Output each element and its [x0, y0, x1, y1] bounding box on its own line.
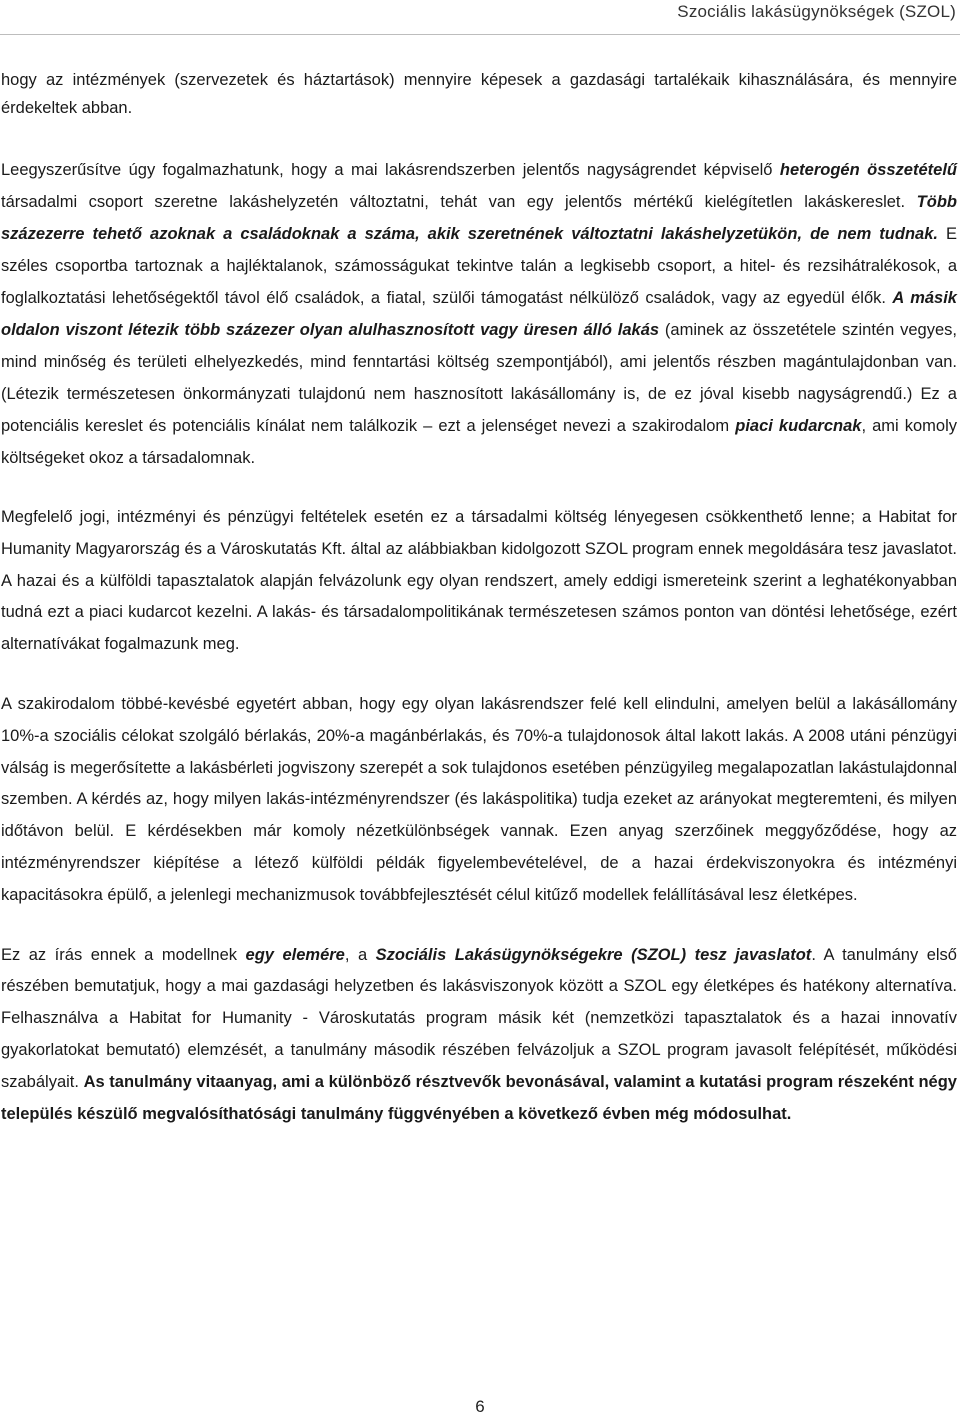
emphasized-text: piaci kudarcnak [735, 417, 862, 435]
header-divider [0, 34, 960, 35]
running-header: Szociális lakásügynökségek (SZOL) [677, 2, 956, 21]
paragraph [1, 940, 957, 1131]
document-body [1, 66, 957, 1130]
paragraph [1, 66, 957, 122]
emphasized-text: A másik oldalon viszont létezik több százezer olyan alulhasznosított vagy üresen álló lakás [1, 289, 957, 339]
paragraph [1, 502, 957, 661]
page-number: 6 [475, 1397, 485, 1416]
paragraph [1, 154, 957, 474]
text-run: E széles csoportba tartoznak a hajléktalanok, számosságukat tekintve talán a legkisebb csoport, a hitel- és rezsihátralékosok, a foglalkoztatási lehetőségektől távol élő családok, a fiatal, szülői támogatást nélkülöző családok, vagy az egyedül élők. [1, 225, 957, 307]
text-run: A szakirodalom többé-kevésbé egyetért abban, hogy egy olyan lakásrendszer felé kell elindulni, amelyen belül a lakásállomány 10%-a szociális célokat szolgáló bérlakás, 20%-a magánbérlakás, és 70%-a tulajdonosok által lakott lakás. A 2008 utáni pénzügyi válság is megerősítette a lakásbérleti jogviszony szerepét a sok tulajdonos esetében pénzügyileg megalapozatlan lakástulajdonnal szemben. A kérdés az, hogy milyen lakás-intézményrendszer (és lakáspolitika) tudja ezeket az arányokat megteremteni, és milyen időtávon belül. E kérdésekben már komoly nézetkülönbségek vannak. Ezen anyag szerzőinek meggyőződése, hogy az intézményrendszer kiépítése a létező külföldi példák figyelembevételével, de a hazai érdekviszonyokra és intézményi kapacitásokra épülő, a jelenlegi mechanizmusok továbbfejlesztését célul kitűző modellek felállításával lesz életképes. [1, 694, 957, 904]
text-run: , ami komoly költségeket okoz a társadalomnak. [1, 417, 957, 467]
text-run: (aminek az összetétele szintén vegyes, mind minőség és területi elhelyezkedés, mind fenntartási költség szempontjából), ami jelentős részben magántulajdonban van. (Létezik természetesen önkormányzati tulajdonú nem hasznosított lakásállomány is, de ez jóval kisebb nagyságrendű.) Ez a potenciális kereslet és potenciális kínálat nem találkozik – ezt a jelenséget nevezi a szakirodalom [1, 321, 957, 435]
text-run: Megfelelő jogi, intézményi és pénzügyi feltételek esetén ez a társadalmi költség lényegesen csökkenthető lenne; a Habitat for Humanity Magyarország és a Városkutatás Kft. által az alábbiakban kidolgozott SZOL program ennek megoldására tesz javaslatot. A hazai és a külföldi tapasztalatok alapján felvázolunk egy olyan rendszert, amely eddigi ismereteink szerint a leghatékonyabban tudná ezt a piaci kudarcot kezelni. A lakás- és társadalompolitikának természetesen számos ponton van döntési lehetősége, ezért alternatívákat fogalmazunk meg. [1, 508, 957, 654]
emphasized-text: Több százezerre tehető azoknak a családoknak a száma, akik szeretnének változtatni lakáshelyzetükön, de nem tudnak. [1, 193, 957, 243]
text-run: Leegyszerűsítve úgy fogalmazhatunk, hogy a mai lakásrendszerben jelentős nagyságrendet képviselő [1, 161, 780, 179]
emphasized-text: heterogén összetételű [779, 161, 957, 179]
emphasized-text: Szociális Lakásügynökségekre (SZOL) tesz javaslatot [375, 945, 812, 964]
paragraph [1, 689, 957, 912]
text-run: Ez az írás ennek a modellnek [1, 945, 246, 964]
text-run: , a [344, 945, 376, 964]
text-run: hogy az intézmények (szervezetek és háztartások) mennyire képesek a gazdasági tartalékaik kihasználására, és mennyire érdekeltek abban. [1, 71, 957, 117]
text-run: társadalmi csoport szeretne lakáshelyzetén változtatni, tehát van egy jelentős mértékű kielégítetlen lakáskereslet. [1, 193, 917, 211]
emphasized-text: egy elemére [245, 945, 345, 964]
emphasized-text: As tanulmány vitaanyag, ami a különböző résztvevők bevonásával, valamint a kutatási program részeként négy település készülő megvalósíthatósági tanulmány függvényében a következő évben még módosulhat. [1, 1072, 957, 1123]
text-run: . A tanulmány első részében bemutatjuk, hogy a mai gazdasági helyzetben és lakásviszonyok között a SZOL egy életképes és hatékony alternatíva. Felhasználva a Habitat for Humanity - Városkutatás program másik két (nemzetközi tapasztalatok és a hazai innovatív gyakorlatokat bemutató) elemzését, a tanulmány második részében felvázoljuk a SZOL program javasolt felépítését, működési szabályait. [1, 945, 957, 1091]
